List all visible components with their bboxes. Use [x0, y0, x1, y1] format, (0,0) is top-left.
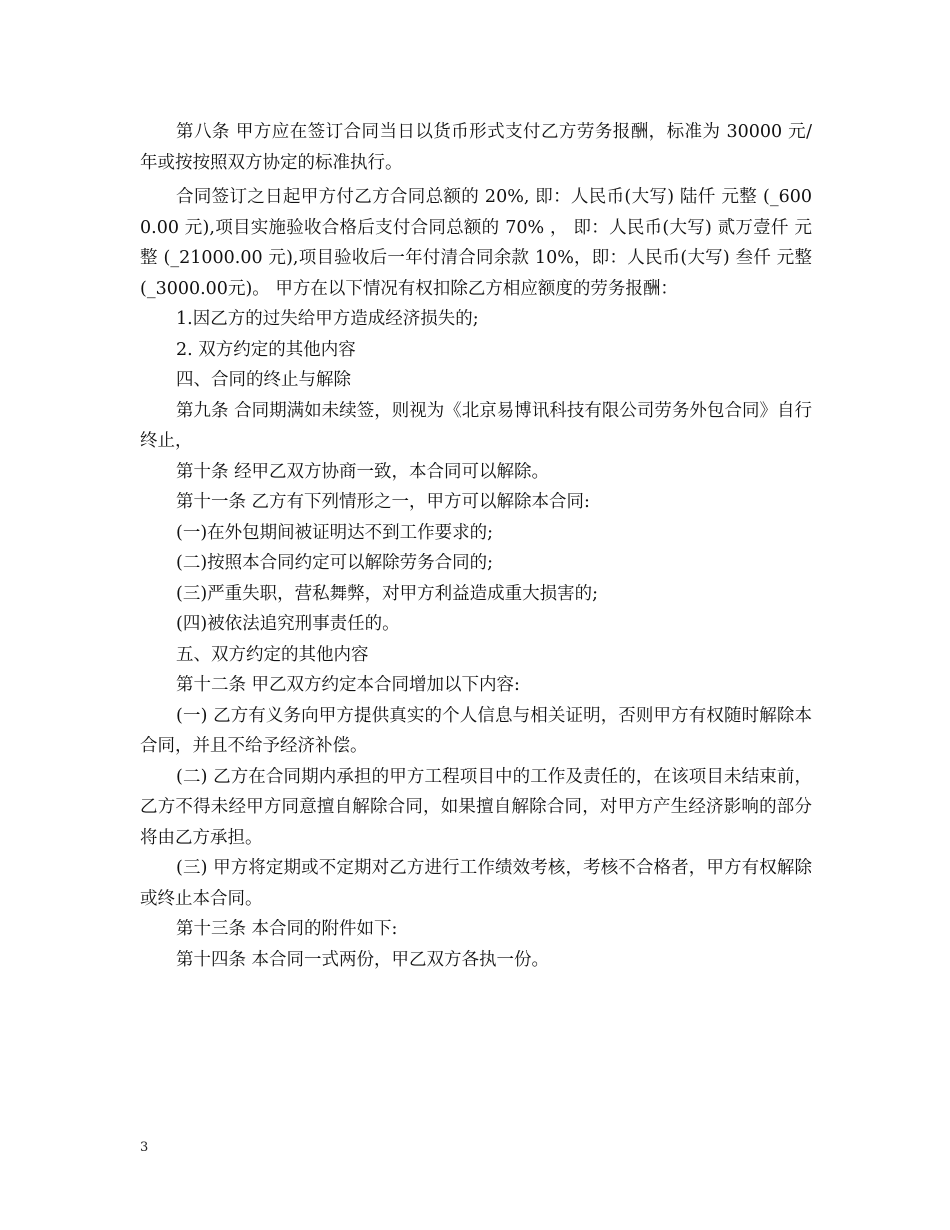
list-item-12-2: (二) 乙方在合同期内承担的甲方工程项目中的工作及责任的，在该项目未结束前，乙方不得未经甲方同意擅自解除合同，如果擅自解除合同，对甲方产生经济影响的部分将由乙方承担。 — [140, 766, 812, 848]
paragraph-payment-terms: 合同签订之日起甲方付乙方合同总额的 20%, 即：人民币(大写) 陆仟 元整 (_6000.00 元),项目实施验收合格后支付合同总额的 70% ， 即：人民币(大写) 贰万壹仟 元整 (_21000.00 元),项目验收后一年付清合同余款 10%，即：人民币(大写) 叁仟 元整 (_3000.00元)。 甲方在以下情况有权扣除乙方相应额度的劳务报酬： — [140, 187, 812, 299]
list-item-12-3: (三) 甲方将定期或不定期对乙方进行工作绩效考核，考核不合格者，甲方有权解除或终止本合同。 — [140, 858, 812, 909]
list-item-12-1: (一) 乙方有义务向甲方提供真实的个人信息与相关证明，否则甲方有权随时解除本合同，并且不给予经济补偿。 — [140, 705, 812, 756]
paragraph-article-13: 第十三条 本合同的附件如下: — [176, 919, 398, 939]
list-item-11-3: (三)严重失职，营私舞弊，对甲方利益造成重大损害的; — [176, 583, 599, 604]
paragraph-article-10: 第十条 经甲乙双方协商一致，本合同可以解除。 — [176, 461, 550, 482]
document-body — [140, 117, 812, 975]
page-number: 3 — [140, 1140, 149, 1155]
paragraph-deduction-1: 1.因乙方的过失给甲方造成经济损失的; — [176, 309, 479, 329]
section-heading-other: 五、双方约定的其他内容 — [176, 644, 369, 665]
list-item-11-2: (二)按照本合同约定可以解除劳务合同的; — [176, 553, 494, 573]
paragraph-article-9: 第九条 合同期满如未续签，则视为《北京易博讯科技有限公司劳务外包合同》自行终止， — [140, 400, 812, 451]
paragraph-article-8: 第八条 甲方应在签订合同当日以货币形式支付乙方劳务报酬，标准为 30000 元/年或按按照双方协定的标准执行。 — [140, 122, 812, 173]
section-heading-termination: 四、合同的终止与解除 — [176, 370, 351, 390]
paragraph-article-14: 第十四条 本合同一式两份，甲乙双方各执一份。 — [176, 949, 550, 970]
paragraph-article-11: 第十一条 乙方有下列情形之一，甲方可以解除本合同: — [176, 492, 590, 512]
list-item-11-1: (一)在外包期间被证明达不到工作要求的; — [176, 522, 494, 543]
list-item-11-4: (四)被依法追究刑事责任的。 — [176, 614, 400, 634]
paragraph-article-12: 第十二条 甲乙双方约定本合同增加以下内容: — [176, 675, 520, 695]
paragraph-deduction-2: 2. 双方约定的其他内容 — [176, 339, 356, 360]
